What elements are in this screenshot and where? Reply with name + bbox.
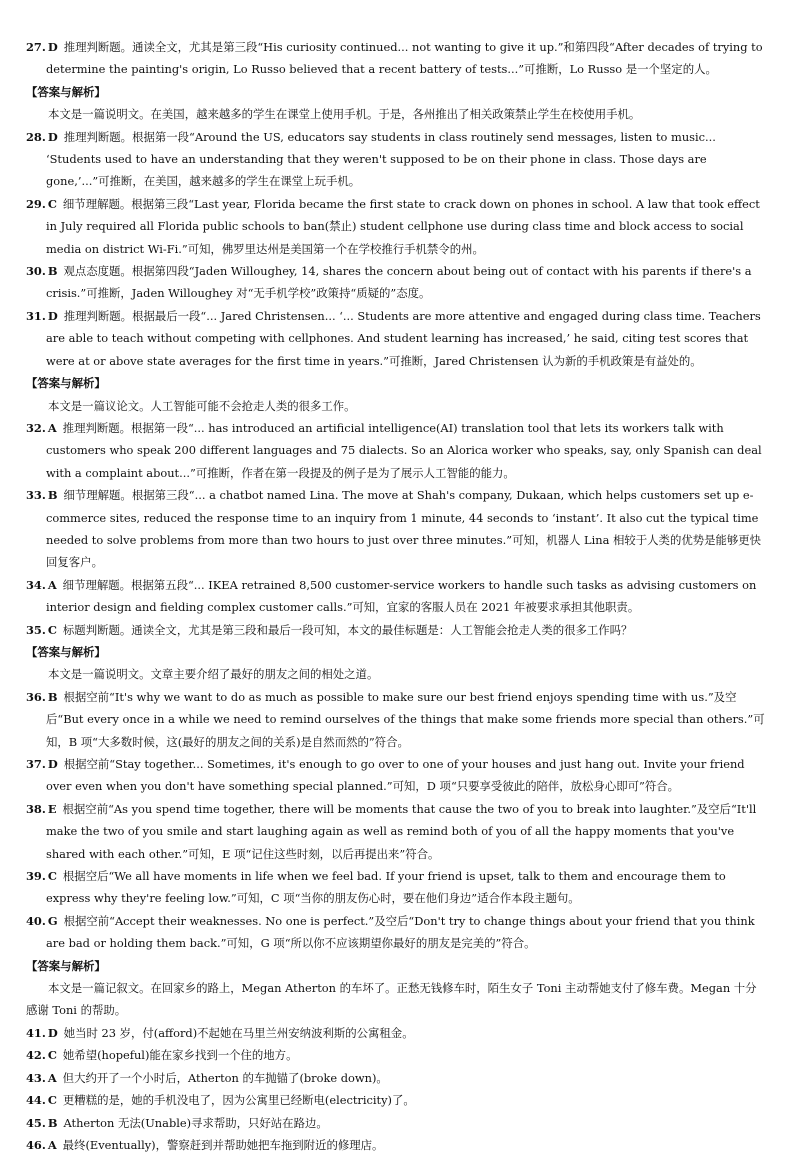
explanation-text: 根据空前“Accept their weaknesses. No one is perfect.”及空后“Don't try to change things about your friend that you think are bad or holding them back.”可知，G 项“所以你不应该期望你最好的朋友是完美的”符合。 — [46, 913, 755, 951]
explanation-text: 但大约开了一个小时后，Atherton 的车抛锚了(broke down)。 — [62, 1070, 388, 1085]
explanation-text: 推理判断题。通读全文，尤其是第三段“His curiosity continued... not wanting to give it up.”和第四段“After decades of trying to determine the painting's origin, Lo Russo believed that a recent battery of tests...”可推断，Lo Russo 是一个坚定的人。 — [46, 40, 763, 77]
answer-letter: C — [47, 196, 57, 211]
section-header: 【答案与解析】 — [26, 958, 106, 973]
passage-summary: 本文是一篇说明文。在美国，越来越多的学生在课堂上使用手机。于是，各州推出了相关政策禁止学生在校使用手机。 — [48, 107, 641, 122]
answer-item — [26, 1022, 766, 1044]
question-number: 38. — [26, 801, 46, 816]
section-header: 【答案与解析】 — [26, 376, 106, 391]
section-header: 【答案与解析】 — [26, 644, 106, 659]
answer-item — [26, 619, 766, 641]
question-number: 44. — [26, 1093, 46, 1108]
explanation-text: 她希望(hopeful)能在家乡找到一个住的地方。 — [62, 1048, 298, 1063]
answer-item — [26, 126, 766, 193]
question-number: 32. — [26, 420, 46, 435]
explanation-text: 推理判断题。根据第一段“... has introduced an artificial intelligence(AI) translation tool that lets its workers talk with customers who speak 200 different languages and 75 dialects. So an Alorica worker who speaks, say, only Spanish can deal with a complaint about...”可推断，作者在第一段提及的例子是为了展示人工智能的能力。 — [46, 420, 762, 480]
explanation-text: 根据空前“It's why we want to do as much as possible to make sure our best friend enjoys spending time with us.”及空后“But every once in a while we need to remind ourselves of the things that make some friends more special than others.”可知，B 项“大多数时候，这(最好的朋友之间的关系)是自然而然的”符合。 — [46, 689, 765, 749]
answer-item — [26, 484, 766, 574]
answer-letter: A — [47, 1137, 57, 1152]
answer-item — [26, 798, 766, 865]
answer-document — [26, 36, 766, 1156]
explanation-text: 根据空前“As you spend time together, there will be moments that cause the two of you to break into laughter.”及空后“It'll make the two of you smile and start laughing again as well as remind both of you of all the happy moments that you've shared with each other.”可知，E 项“记住这些时刻，以后再提出来”符合。 — [46, 801, 757, 861]
explanation-text: 标题判断题。通读全文，尤其是第三段和最后一段可知，本文的最佳标题是：人工智能会抢走人类的很多工作吗？ — [62, 622, 633, 637]
explanation-text: 根据空后“We all have moments in life when we feel bad. If your friend is upset, talk to them and encourage them to express why they're feeling low.”可知，C 项“当你的朋友伤心时，要在他们身边”适合作本段主题句。 — [46, 869, 726, 906]
answer-item — [26, 1067, 766, 1089]
answer-item — [26, 36, 766, 81]
answer-item — [26, 417, 766, 484]
answer-letter: C — [47, 1048, 57, 1063]
passage-summary: 本文是一篇说明文。文章主要介绍了最好的朋友之间的相处之道。 — [48, 667, 379, 682]
answer-item — [26, 686, 766, 753]
question-number: 29. — [26, 196, 46, 211]
answer-item — [26, 193, 766, 260]
explanation-text: 推理判断题。根据最后一段“... Jared Christensen... ‘... Students are more attentive and engaged during class time. Teachers are able to teach without competing with cellphones. And student learning has increased,’ he said, citing test scores that were at or above state averages for the first time in years.”可推断，Jared Christensen 认为新的手机政策是有益处的。 — [46, 308, 761, 368]
question-number: 46. — [26, 1137, 46, 1152]
question-number: 28. — [26, 129, 46, 144]
answer-item — [26, 574, 766, 619]
answer-item — [26, 260, 766, 305]
question-number: 42. — [26, 1048, 46, 1063]
answer-letter: A — [47, 420, 57, 435]
question-number: 45. — [26, 1115, 46, 1130]
explanation-text: 推理判断题。根据第一段“Around the US, educators say students in class routinely send messages, listen to music... ‘Students used to have an understanding that they weren't supposed to be on their phone in class. Those days are gone,’...”可推断，在美国，越来越多的学生在课堂上玩手机。 — [46, 129, 716, 189]
answer-item — [26, 753, 766, 798]
answer-letter: D — [47, 757, 58, 771]
answer-letter: B — [47, 488, 58, 503]
answer-letter: A — [47, 577, 57, 592]
explanation-text: 更糟糕的是，她的手机没电了，因为公寓里已经断电(electricity)了。 — [62, 1093, 415, 1108]
answer-letter: B — [47, 264, 58, 279]
question-number: 33. — [26, 488, 46, 503]
question-number: 41. — [26, 1025, 46, 1040]
question-number: 36. — [26, 689, 46, 704]
question-number: 40. — [26, 913, 46, 928]
answer-letter: D — [47, 129, 58, 144]
explanation-text: 细节理解题。根据第三段“Last year, Florida became the first state to crack down on phones in school. A law that took effect in July required all Florida public schools to ban(禁止) student cellphone use during class time and block access to social media on district Wi-Fi.”可知，佛罗里达州是美国第一个在学校推行手机禁令的州。 — [46, 196, 760, 256]
question-number: 37. — [26, 757, 46, 771]
answer-letter: B — [47, 1115, 58, 1130]
explanation-text: 细节理解题。根据第五段“... IKEA retrained 8,500 customer-service workers to handle such tasks as advising customers on interior design and fielding complex customer calls.”可知，宜家的客服人员在 2021 年被要求承担其他职责。 — [46, 577, 757, 615]
explanation-text: Atherton 无法(Unable)寻求帮助，只好站在路边。 — [63, 1115, 328, 1130]
explanation-text: 最终(Eventually)，警察赶到并帮助她把车拖到附近的修理店。 — [62, 1137, 384, 1152]
answer-letter: A — [47, 1070, 57, 1085]
explanation-text: 根据空前“Stay together... Sometimes, it's enough to go over to one of your houses and just hang out. Invite your friend over even when you don't have something special planned.”可知，D 项“只要享受彼此的陪伴，放松身心即可”符合。 — [46, 757, 745, 794]
answer-letter: D — [47, 1025, 58, 1040]
question-number: 39. — [26, 869, 46, 884]
explanation-text: 细节理解题。根据第三段“... a chatbot named Lina. The move at Shah's company, Dukaan, which helps customers set up e-commerce sites, reduced the response time to an inquiry from 1 minute, 44 seconds to ‘instant’. It also cut the typical time needed to solve problems from more than two hours to just over three minutes.”可知，机器人 Lina 相较于人类的优势是能够更快回复客户。 — [46, 488, 762, 570]
question-number: 31. — [26, 308, 46, 323]
answer-letter: C — [47, 869, 57, 884]
passage-summary: 本文是一篇议论文。人工智能可能不会抢走人类的很多工作。 — [48, 398, 356, 413]
answer-item — [26, 1112, 766, 1134]
explanation-text: 观点态度题。根据第四段“Jaden Willoughey, 14, shares the concern about being out of contact with his parents if there's a crisis.”可推断，Jaden Willoughey 对“无手机学校”政策持“质疑的”态度。 — [46, 264, 752, 301]
answer-item — [26, 1134, 766, 1156]
answer-letter: C — [47, 622, 57, 637]
section-header: 【答案与解析】 — [26, 84, 106, 99]
answer-item — [26, 1044, 766, 1066]
answer-letter: C — [47, 1093, 57, 1108]
answer-letter: D — [47, 308, 58, 323]
question-number: 30. — [26, 264, 46, 279]
answer-letter: G — [47, 913, 58, 928]
passage-summary: 本文是一篇记叙文。在回家乡的路上，Megan Atherton 的车坏了。正愁无钱修车时，陌生女子 Toni 主动帮她支付了修车费。Megan 十分感谢 Toni 的帮助。 — [26, 981, 757, 1018]
question-number: 34. — [26, 577, 46, 592]
answer-item — [26, 865, 766, 910]
explanation-text: 她当时 23 岁，付(afford)不起她在马里兰州安纳波利斯的公寓租金。 — [63, 1025, 414, 1040]
answer-item — [26, 910, 766, 955]
answer-letter: D — [47, 40, 58, 54]
answer-letter: B — [47, 689, 58, 704]
answer-item — [26, 1089, 766, 1111]
question-number: 35. — [26, 622, 46, 637]
question-number: 27. — [26, 40, 46, 54]
answer-letter: E — [47, 801, 57, 816]
answer-item — [26, 305, 766, 372]
question-number: 43. — [26, 1070, 46, 1085]
